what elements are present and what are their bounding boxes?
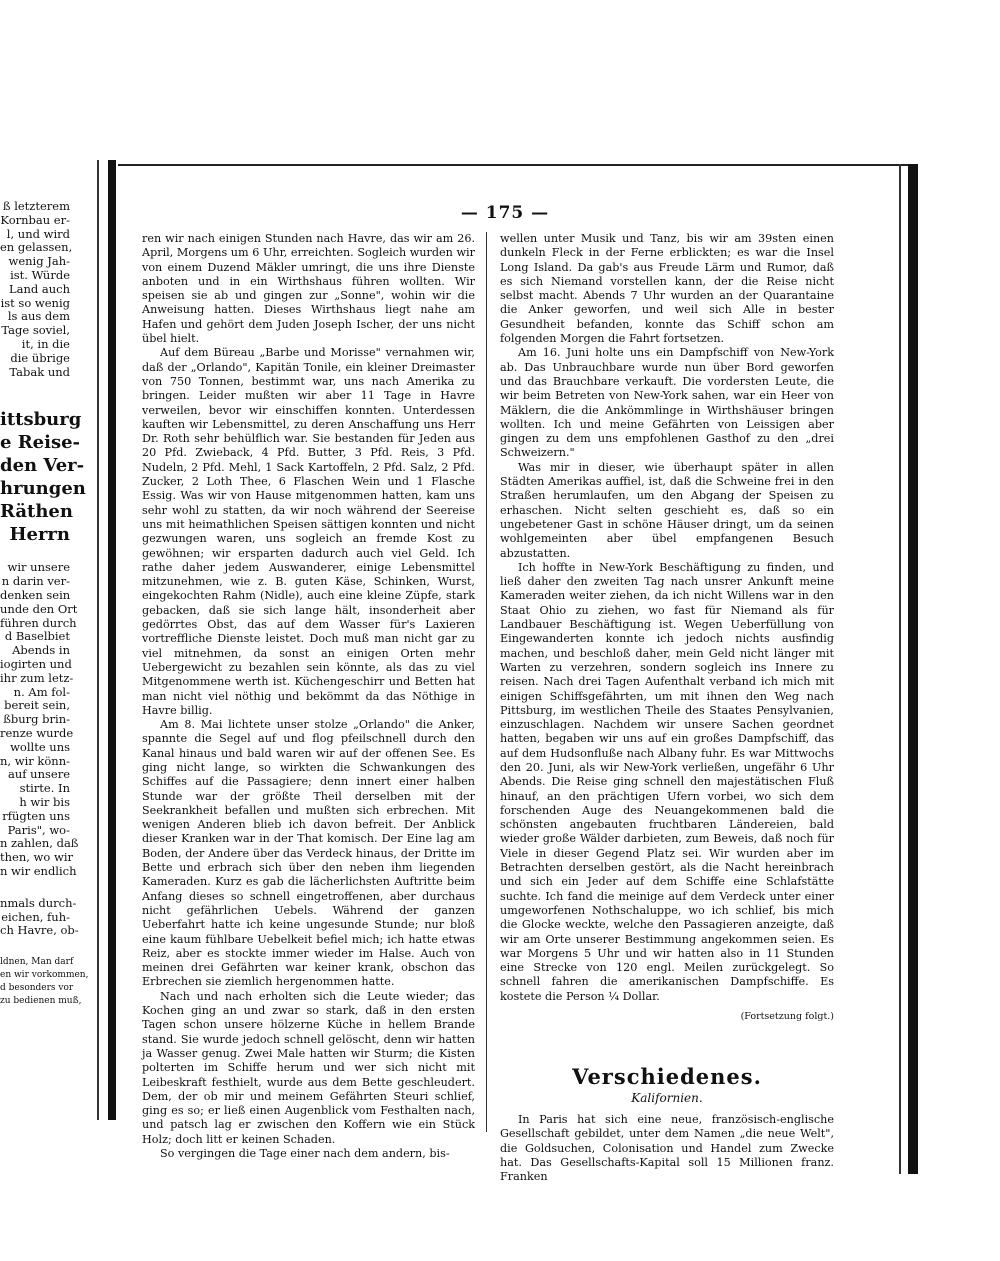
- adjacent-page-line: Tabak und: [9, 364, 70, 379]
- subsection-title: Kalifornien.: [631, 1090, 703, 1105]
- adjacent-page-line: Herrn: [9, 524, 70, 546]
- paragraph: So vergingen die Tage einer nach dem andern, bis-: [160, 1147, 450, 1160]
- adjacent-page-line: auf unsere: [8, 767, 70, 782]
- paragraph: Am 16. Juni holte uns ein Dampfschiff von New-York ab. Das Unbrauchbare wurde nun über Bord geworfen und das Brauchbare verkauft. Die vordersten Leute, die wir beim Betreten von New-York sahen, war ein Heer von Mäklern, die die Ankömmlinge in Wirthshäuser bringen wollten. Ich und meine Gefährten von Leissigen aber gingen zu dem uns empfohlenen Gasthof zu den „drei Schweizern.": [500, 346, 834, 460]
- section-title: Verschiedenes.: [572, 1064, 762, 1090]
- adjacent-page-line: wollte uns: [10, 739, 70, 754]
- adjacent-page-line: den Ver-: [0, 455, 85, 477]
- adjacent-page-line: die übrige: [10, 350, 70, 365]
- adjacent-page-line: then, wo wir: [0, 850, 73, 865]
- adjacent-page-line: Abends in: [12, 643, 70, 658]
- paragraph: Nach und nach erholten sich die Leute wieder; das Kochen ging an und zwar so stark, daß in den ersten Tagen schon unsere hölzerne Küche in hellem Brande stand. Sie wurde jedoch schnell gelöscht, denn wir hatten ja Wasser genug. Zwei Male hatten wir Sturm; die Kisten polterten im Schiffe herum und wer sich nicht mit Leibeskraft festhielt, wurde aus dem Bette geschleudert. Dem, der ob mir und meinem Gefährten Steuri schlief, ging es so; er ließ einen Augenblick vom Festhalten nach, und patsch lag er zwischen den Koffern wie ein Stück Holz; doch litt er keinen Schaden.: [142, 989, 475, 1146]
- adjacent-page-line: it, in die: [21, 337, 70, 351]
- adjacent-page-line: n. Am fol-: [13, 684, 70, 699]
- adjacent-page-line: rfügten uns: [2, 808, 70, 823]
- adjacent-page-line: ch Havre, ob-: [0, 923, 79, 938]
- page-number: — 175 —: [460, 203, 550, 223]
- adjacent-page-line: wenig Jah-: [8, 254, 70, 269]
- adjacent-page-line: n zahlen, daß: [0, 836, 79, 851]
- adjacent-page-line: ls aus dem: [7, 309, 70, 324]
- adjacent-page-line: bereit sein,: [4, 698, 70, 713]
- adjacent-page-line: wir unsere: [7, 560, 70, 575]
- adjacent-page-line: d besonders vor: [0, 983, 74, 994]
- adjacent-page-line: Paris", wo-: [7, 822, 70, 837]
- adjacent-page-strip: [0, 199, 89, 1100]
- adjacent-page-line: ittsburg: [0, 409, 82, 431]
- adjacent-page-line: Räthen: [0, 501, 73, 523]
- paragraph: In Paris hat sich eine neue, französisch-englische Gesellschaft gebildet, unter dem Namen „die neue Welt", die Goldsuchen, Colonisation und Handel zum Zwecke hat. Das Gesellschafts-Kapital soll 15 Millionen franz. Franken: [500, 1112, 834, 1184]
- adjacent-page-line: d Baselbiet: [4, 629, 70, 644]
- adjacent-page-line: ist. Würde: [10, 268, 70, 282]
- adjacent-page-line: Tage soviel,: [1, 323, 70, 338]
- page-frame-right-line: [899, 164, 901, 1174]
- adjacent-page-line: unde den Ort: [0, 601, 78, 616]
- adjacent-page-line: Kornbau er-: [0, 212, 70, 227]
- paragraph: wellen unter Musik und Tanz, bis wir am 39sten einen dunkeln Fleck in der Ferne erblickten; es war die Insel Long Island. Da gab's aus Freude Lärm und Rumor, daß es sich Niemand vorstellen kann, der die Reise nicht selbst macht. Abends 7 Uhr wurden an der Quarantaine die Anker geworfen, und weil sich Alle in bester Gesundheit befanden, konnte das Schiff schon am folgenden Morgen die Fahrt fortsetzen.: [500, 232, 834, 346]
- adjacent-page-line: ldnen, Man darf: [0, 957, 74, 968]
- column-divider: [486, 232, 487, 1132]
- adjacent-page-line: h wir bis: [19, 795, 70, 809]
- paragraph: Was mir in dieser, wie überhaupt später in allen Städten Amerikas auffiel, ist, daß die Schweine frei in den Straßen herumlaufen, um den Abgang der Speisen zu erhaschen. Nicht selten geschieht es, daß so ein ungebetener Gast in schöne Häuser dringt, um da seinen wohlgemeinten aber übel empfangenen Besuch abzustatten.: [500, 460, 834, 560]
- adjacent-page-line: denken sein: [0, 588, 71, 602]
- text-column-left: [142, 232, 475, 1161]
- adjacent-page-line: n darin ver-: [1, 574, 70, 589]
- adjacent-page-line: ß letzterem: [2, 199, 70, 213]
- paragraph: Auf dem Büreau „Barbe und Morisse" vernahmen wir, daß der „Orlando", Kapitän Tonile, ein kleiner Dreimaster von 750 Tonnen, bestimmt war, uns nach Amerika zu bringen. Leider mußten wir aber 11 Tage in Havre verweilen, bevor wir einschiffen konnten. Unterdessen kauften wir Lebensmittel, zu deren Anschaffung uns Herr Dr. Roth sehr behülflich war. Sie bestanden für Jeden aus 20 Pfd. Zwieback, 4 Pfd. Butter, 3 Pfd. Reis, 3 Pfd. Nudeln, 2 Pfd. Mehl, 1 Sack Kartoffeln, 2 Pfd. Salz, 2 Pfd. Zucker, 2 Loth Thee, 6 Flaschen Wein und 1 Flasche Essig. Was wir von Hause mitgenommen hatten, kam uns sehr wohl zu statten, da wir noch während der Seereise uns mit heimathlichen Speisen sättigen konnten und nicht gezwungen waren, uns sogleich an fremde Kost zu gewöhnen; wir ersparten dadurch auch viel Geld. Ich rathe daher jedem Auswanderer, einige Lebensmittel mitzunehmen, wie z. B. guten Käse, Schinken, Wurst, eingekochten Rahm (Nidle), auch eine kleine Züpfe, stark gebacken, daß sie sich lange hält, insonderheit aber gedörrtes Obst, das auf dem Wasser für's Laxieren vortreffliche Dienste leistet. Doch muß man nicht gar zu viel mitnehmen, da sonst an einigen Orten mehr Uebergewicht zu bezahlen sein könnte, als das zu viel Mitgenommene werth ist. Küchengeschirr und Betten hat man nicht viel nöthig und bekömmt da das Nöthige in Havre billig.: [142, 346, 475, 717]
- page-frame-right-shadow: [908, 164, 918, 1174]
- text-column-right: [500, 232, 834, 1184]
- adjacent-page-line: ßburg brin-: [3, 712, 70, 727]
- page-gutter-line: [97, 160, 99, 1120]
- adjacent-page-line: eichen, fuh-: [1, 909, 70, 924]
- page-gutter-shadow: [108, 160, 116, 1120]
- paragraph: Am 8. Mai lichtete unser stolze „Orlando" die Anker, spannte die Segel auf und flog pfeilschnell durch den Kanal hinaus und bald waren wir auf der offenen See. Es ging nicht lange, so wirkten die Schwankungen des Schiffes auf die Passagiere; denn innert einer halben Stunde war der größte Theil derselben mit der Seekrankheit befallen und mußten sich erbrechen. Mit wenigen Anderen blieb ich davon befreit. Der Anblick dieser Kranken war in der That komisch. Der Eine lag am Boden, der Andere über das Verdeck hinaus, der Dritte im Bette und erbrach sich über den neben ihm liegenden Kameraden. Kurz es gab die lächerlichsten Auftritte beim Anfang dieses so schnell eingetroffenen, aber durchaus nicht gefährlichen Uebels. Während der ganzen Ueberfahrt hatte ich keine ungesunde Stunde; nur bloß eine kaum fühlbare Uebelkeit befiel mich; ich hatte etwas Reiz, aber es stockte immer wieder im Halse. Auch von meinen drei Gefährten war keiner krank, obschon das Erbrechen sie ziemlich hergenommen hatte.: [142, 718, 475, 989]
- adjacent-page-line: stirte. In: [19, 781, 70, 796]
- adjacent-page-line: hrungen: [0, 478, 86, 500]
- adjacent-page-line: führen durch: [0, 615, 77, 630]
- adjacent-page-line: n, wir könn-: [0, 753, 70, 768]
- paragraph: Ich hoffte in New-York Beschäftigung zu finden, und ließ daher den zweiten Tag nach unsrer Ankunft meine Kameraden weiter ziehen, da ich nicht Willens war in den Staat Ohio zu ziehen, wo fast für Niemand als für Landbauer Beschäftigung ist. Wegen Ueberfüllung von Eingewanderten konnte ich jedoch nichts ausfindig machen, und beschloß daher, mein Geld nicht länger mit Warten zu verzehren, sondern sogleich ins Innere zu reisen. Nach drei Tagen Aufenthalt verband ich mich mit einigen Schiffsgefährten, um mit ihnen den Weg nach Pittsburg, im westlichen Theile des Staates Pensylvanien, einzuschlagen. Nachdem wir unsere Sachen geordnet hatten, begaben wir uns auf ein großes Dampfschiff, das auf dem Hudsonfluße nach Albany fuhr. Es war Mittwochs den 20. Juni, als wir New-York verließen, ungefähr 6 Uhr Abends. Die Reise ging schnell den majestätischen Fluß hinauf, an den prächtigen Ufern vorbei, wo sich dem forschenden Auge des Neuangekommenen bald die schönsten angebauten fruchtbaren Ländereien, bald wieder große Wälder darbieten, zum Beweis, daß noch für Viele in dieser Gegend Platz sei. Wir wurden aber im Betrachten derselben gestört, als die Nacht hereinbrach und sich ein Jeder auf dem Schiffe eine Schlafstätte suchte. Ich fand die meinige auf dem Verdeck unter einer umgeworfenen Nothschaluppe, wo ich schlief, bis mich die Glocke weckte, welche den Passagieren anzeigte, daß wir am Orte unserer Bestimmung angekommen seien. Es war Morgens 5 Uhr und wir hatten also in 11 Stunden eine Strecke von 120 engl. Meilen zurückgelegt. So schnell fahren die amerikanischen Dampfschiffe. Es kostete die Person ¼ Dollar.: [500, 560, 834, 1003]
- adjacent-page-line: renze wurde: [0, 726, 74, 740]
- adjacent-page-line: n wir endlich: [0, 864, 77, 878]
- adjacent-page-line: e Reise-: [0, 432, 81, 454]
- adjacent-page-line: nmals durch-: [0, 895, 77, 910]
- adjacent-page-line: zu bedienen muß,: [0, 996, 82, 1007]
- adjacent-page-line: ihr zum letz-: [0, 670, 74, 685]
- continuation-note: (Fortsetzung folgt.): [740, 1011, 834, 1023]
- adjacent-page-line: en gelassen,: [0, 240, 73, 255]
- adjacent-page-line: iogirten und: [0, 657, 72, 671]
- paragraph: ren wir nach einigen Stunden nach Havre, das wir am 26. April, Morgens um 6 Uhr, erreichten. Sogleich wurden wir von einem Duzend Mäkler umringt, die uns ihre Dienste anboten und in ein Wirthshaus führen wollten. Wir speisen sie ab und gingen zur „Sonne", wohin wir die Anweisung hatten. Dieses Wirthshaus liegt nahe am Hafen und gehört dem Juden Joseph Ischer, der uns nicht übel hielt.: [142, 232, 475, 346]
- adjacent-page-line: l, und wird: [6, 226, 70, 241]
- page-frame-top: [118, 164, 913, 166]
- adjacent-page-line: en wir vorkommen,: [0, 970, 89, 981]
- adjacent-page-line: Land auch: [8, 281, 70, 296]
- adjacent-page-line: ist so wenig: [0, 295, 70, 310]
